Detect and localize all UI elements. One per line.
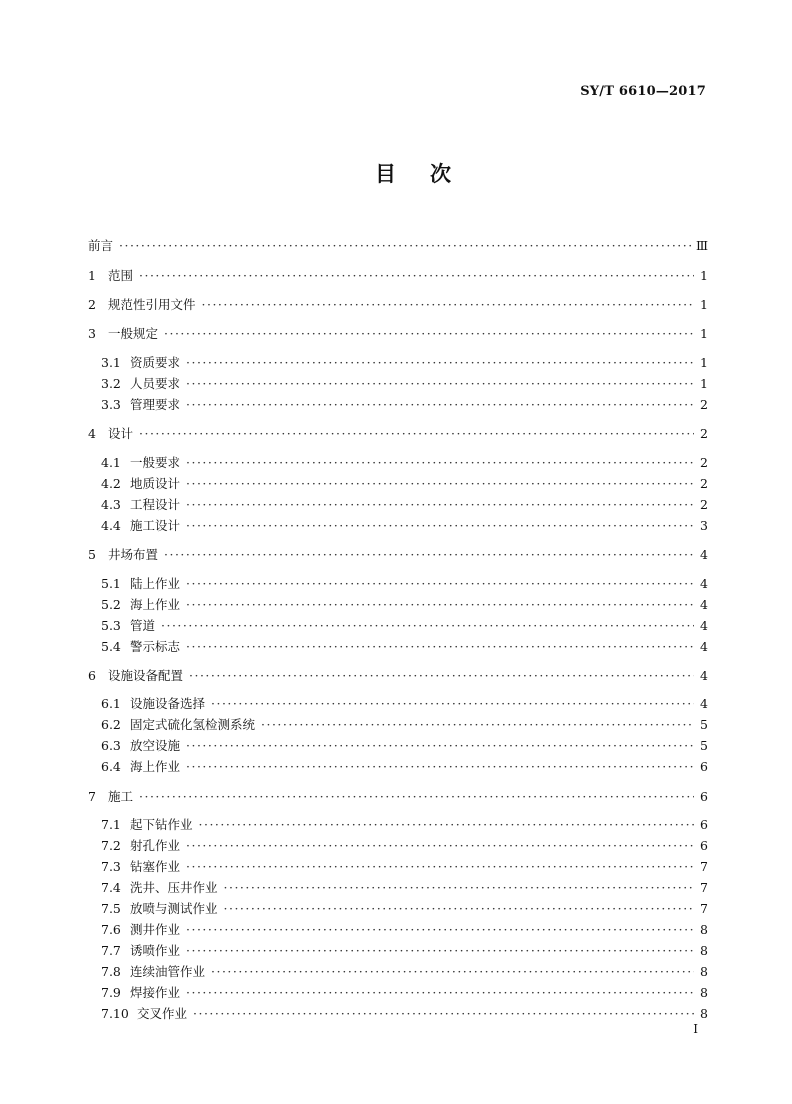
toc-entry-number: 3	[88, 326, 96, 341]
toc-entry[interactable]	[88, 666, 708, 684]
toc-entry-page: 4	[700, 696, 708, 711]
page-title: 目次	[375, 161, 485, 186]
toc-entry[interactable]	[88, 324, 708, 342]
toc-entry-label: 洗井、压井作业	[130, 880, 218, 895]
toc-entry-page: 8	[700, 943, 708, 958]
toc-entry[interactable]	[88, 836, 708, 854]
toc-entry-number: 7.1	[101, 817, 121, 832]
toc-entry-page: 8	[700, 1006, 708, 1021]
toc-entry-number: 7.6	[101, 922, 121, 937]
toc-entry-number: 1	[88, 268, 96, 283]
toc-leader-dots	[186, 943, 694, 958]
toc-entry-number: 5.2	[101, 597, 121, 612]
toc-leader-dots	[193, 1006, 694, 1021]
toc-entry-number: 6.1	[101, 696, 121, 711]
toc-entry-page: 7	[700, 880, 708, 895]
toc-entry-label: 连续油管作业	[130, 964, 206, 979]
toc-entry-label: 交叉作业	[137, 1006, 188, 1021]
toc-leader-dots	[186, 639, 694, 654]
toc-entry[interactable]	[88, 736, 708, 754]
toc-entry-number: 5.1	[101, 576, 121, 591]
toc-entry[interactable]	[88, 962, 708, 980]
toc-entry-page: 4	[700, 597, 708, 612]
toc-leader-dots	[186, 759, 694, 774]
toc-entry-number: 4.1	[101, 455, 121, 470]
toc-entry-label: 焊接作业	[130, 985, 181, 1000]
toc-entry-label: 前言	[88, 238, 114, 253]
toc-entry-label: 设施设备配置	[108, 668, 184, 683]
standard-code: SY/T 6610—2017	[580, 84, 706, 99]
toc-entry-label: 人员要求	[130, 376, 181, 391]
toc-entry-page: 6	[700, 838, 708, 853]
toc-entry[interactable]	[88, 595, 708, 613]
toc-entry-number: 3.2	[101, 376, 121, 391]
toc-entry[interactable]	[88, 395, 708, 413]
toc-leader-dots	[139, 426, 694, 441]
toc-entry[interactable]	[88, 353, 708, 371]
toc-leader-dots	[186, 738, 694, 753]
toc-entry-number: 4.3	[101, 497, 121, 512]
toc-entry-label: 测井作业	[130, 922, 181, 937]
toc-entry-page: 5	[700, 717, 708, 732]
toc-entry-label: 范围	[108, 268, 134, 283]
toc-leader-dots	[186, 455, 694, 470]
toc-entry[interactable]	[88, 236, 708, 254]
toc-entry-page: 1	[700, 297, 708, 312]
toc-leader-dots	[186, 497, 694, 512]
toc-leader-dots	[139, 268, 694, 283]
toc-leader-dots	[224, 901, 694, 916]
toc-entry-label: 一般要求	[130, 455, 181, 470]
toc-entry-page: 1	[700, 355, 708, 370]
toc-entry-label: 诱喷作业	[130, 943, 181, 958]
toc-entry[interactable]	[88, 1004, 708, 1022]
toc-entry-page: 6	[700, 817, 708, 832]
toc-entry-page: 8	[700, 922, 708, 937]
toc-leader-dots	[161, 618, 694, 633]
toc-entry-number: 3.3	[101, 397, 121, 412]
toc-entry-label: 设计	[108, 426, 134, 441]
toc-entry-page: 4	[700, 639, 708, 654]
toc-entry[interactable]	[88, 878, 708, 896]
toc-entry-page: 1	[700, 268, 708, 283]
toc-entry[interactable]	[88, 295, 708, 313]
toc-leader-dots	[211, 696, 694, 711]
toc-entry[interactable]	[88, 516, 708, 534]
toc-entry-label: 工程设计	[130, 497, 181, 512]
toc-entry-page: 2	[700, 476, 708, 491]
toc-entry[interactable]	[88, 424, 708, 442]
toc-entry-label: 固定式硫化氢检测系统	[130, 717, 256, 732]
toc-entry-number: 7	[88, 789, 96, 804]
page-folio: I	[693, 1022, 698, 1036]
toc-entry[interactable]	[88, 941, 708, 959]
toc-entry-page: 8	[700, 964, 708, 979]
toc-entry[interactable]	[88, 694, 708, 712]
toc-entry-label: 放空设施	[130, 738, 181, 753]
toc-entry[interactable]	[88, 899, 708, 917]
toc-entry-page: 2	[700, 497, 708, 512]
toc-leader-dots	[186, 397, 694, 412]
toc-entry-number: 7.3	[101, 859, 121, 874]
toc-leader-dots	[186, 376, 694, 391]
toc-entry-number: 5.3	[101, 618, 121, 633]
toc-entry-page: 1	[700, 376, 708, 391]
toc-entry-number: 7.10	[101, 1006, 129, 1021]
toc-entry-page: 2	[700, 455, 708, 470]
toc-entry-label: 设施设备选择	[130, 696, 206, 711]
toc-entry-number: 3.1	[101, 355, 121, 370]
toc-entry-label: 地质设计	[130, 476, 181, 491]
toc-entry-label: 警示标志	[130, 639, 181, 654]
toc-leader-dots	[139, 789, 694, 804]
toc-entry-label: 管道	[130, 618, 156, 633]
toc-entry[interactable]	[88, 616, 708, 634]
toc-entry-number: 6.3	[101, 738, 121, 753]
toc-entry[interactable]	[88, 545, 708, 563]
toc-entry-label: 放喷与测试作业	[130, 901, 218, 916]
toc-entry-number: 5	[88, 547, 96, 562]
toc-entry-number: 6	[88, 668, 96, 683]
toc-entry-number: 4	[88, 426, 96, 441]
toc-leader-dots	[186, 859, 694, 874]
toc-entry-number: 7.4	[101, 880, 121, 895]
toc-entry-label: 规范性引用文件	[108, 297, 196, 312]
toc-entry-page: 2	[700, 426, 708, 441]
toc-entry[interactable]	[88, 757, 708, 775]
toc-entry[interactable]	[88, 983, 708, 1001]
toc-entry-label: 管理要求	[130, 397, 181, 412]
toc-leader-dots	[224, 880, 694, 895]
toc-entry-page: 5	[700, 738, 708, 753]
toc-entry[interactable]	[88, 637, 708, 655]
toc-entry-number: 6.4	[101, 759, 121, 774]
toc-entry-page: Ⅲ	[695, 238, 708, 253]
toc-entry-number: 6.2	[101, 717, 121, 732]
toc-entry-label: 海上作业	[130, 759, 181, 774]
toc-entry-page: 2	[700, 397, 708, 412]
toc-entry-number: 7.2	[101, 838, 121, 853]
toc-entry-label: 射孔作业	[130, 838, 181, 853]
toc-leader-dots	[199, 817, 694, 832]
toc-entry[interactable]	[88, 787, 708, 805]
toc-leader-dots	[186, 355, 694, 370]
toc-entry-page: 4	[700, 547, 708, 562]
toc-entry-label: 海上作业	[130, 597, 181, 612]
toc-entry-number: 7.7	[101, 943, 121, 958]
toc-leader-dots	[202, 297, 694, 312]
toc-leader-dots	[186, 597, 694, 612]
toc-entry-page: 4	[700, 576, 708, 591]
toc-leader-dots	[211, 964, 694, 979]
toc-entry-page: 8	[700, 985, 708, 1000]
toc-leader-dots	[186, 985, 694, 1000]
toc-entry-number: 5.4	[101, 639, 121, 654]
toc-entry-page: 7	[700, 859, 708, 874]
toc-entry-page: 1	[700, 326, 708, 341]
toc-leader-dots	[186, 476, 694, 491]
toc-entry-page: 7	[700, 901, 708, 916]
toc-entry[interactable]	[88, 815, 708, 833]
toc-entry-label: 施工	[108, 789, 134, 804]
toc-entry-number: 7.8	[101, 964, 121, 979]
toc-entry[interactable]	[88, 474, 708, 492]
toc-leader-dots	[186, 518, 694, 533]
toc-entry-label: 起下钻作业	[130, 817, 193, 832]
toc-entry-label: 一般规定	[108, 326, 159, 341]
toc-entry-page: 6	[700, 759, 708, 774]
toc-entry[interactable]	[88, 857, 708, 875]
toc-leader-dots	[164, 547, 694, 562]
toc-leader-dots	[186, 922, 694, 937]
toc-entry[interactable]	[88, 574, 708, 592]
toc-entry[interactable]	[88, 495, 708, 513]
toc-entry-page: 4	[700, 668, 708, 683]
toc-entry[interactable]	[88, 266, 708, 284]
toc-entry-label: 施工设计	[130, 518, 181, 533]
toc-entry-label: 陆上作业	[130, 576, 181, 591]
toc-leader-dots	[164, 326, 694, 341]
toc-entry[interactable]	[88, 374, 708, 392]
toc-entry[interactable]	[88, 715, 708, 733]
toc-entry-number: 4.4	[101, 518, 121, 533]
toc-entry-number: 4.2	[101, 476, 121, 491]
toc-entry-label: 井场布置	[108, 547, 159, 562]
toc-entry[interactable]	[88, 920, 708, 938]
toc-entry-page: 6	[700, 789, 708, 804]
toc-entry[interactable]	[88, 453, 708, 471]
toc-leader-dots	[186, 838, 694, 853]
toc-entry-page: 4	[700, 618, 708, 633]
toc-leader-dots	[261, 717, 694, 732]
toc-entry-page: 3	[700, 518, 708, 533]
toc-leader-dots	[186, 576, 694, 591]
toc-entry-number: 7.9	[101, 985, 121, 1000]
toc-leader-dots	[119, 238, 692, 253]
toc-entry-label: 资质要求	[130, 355, 181, 370]
toc-leader-dots	[189, 668, 694, 683]
toc-entry-label: 钻塞作业	[130, 859, 181, 874]
toc-entry-number: 7.5	[101, 901, 121, 916]
toc-entry-number: 2	[88, 297, 96, 312]
